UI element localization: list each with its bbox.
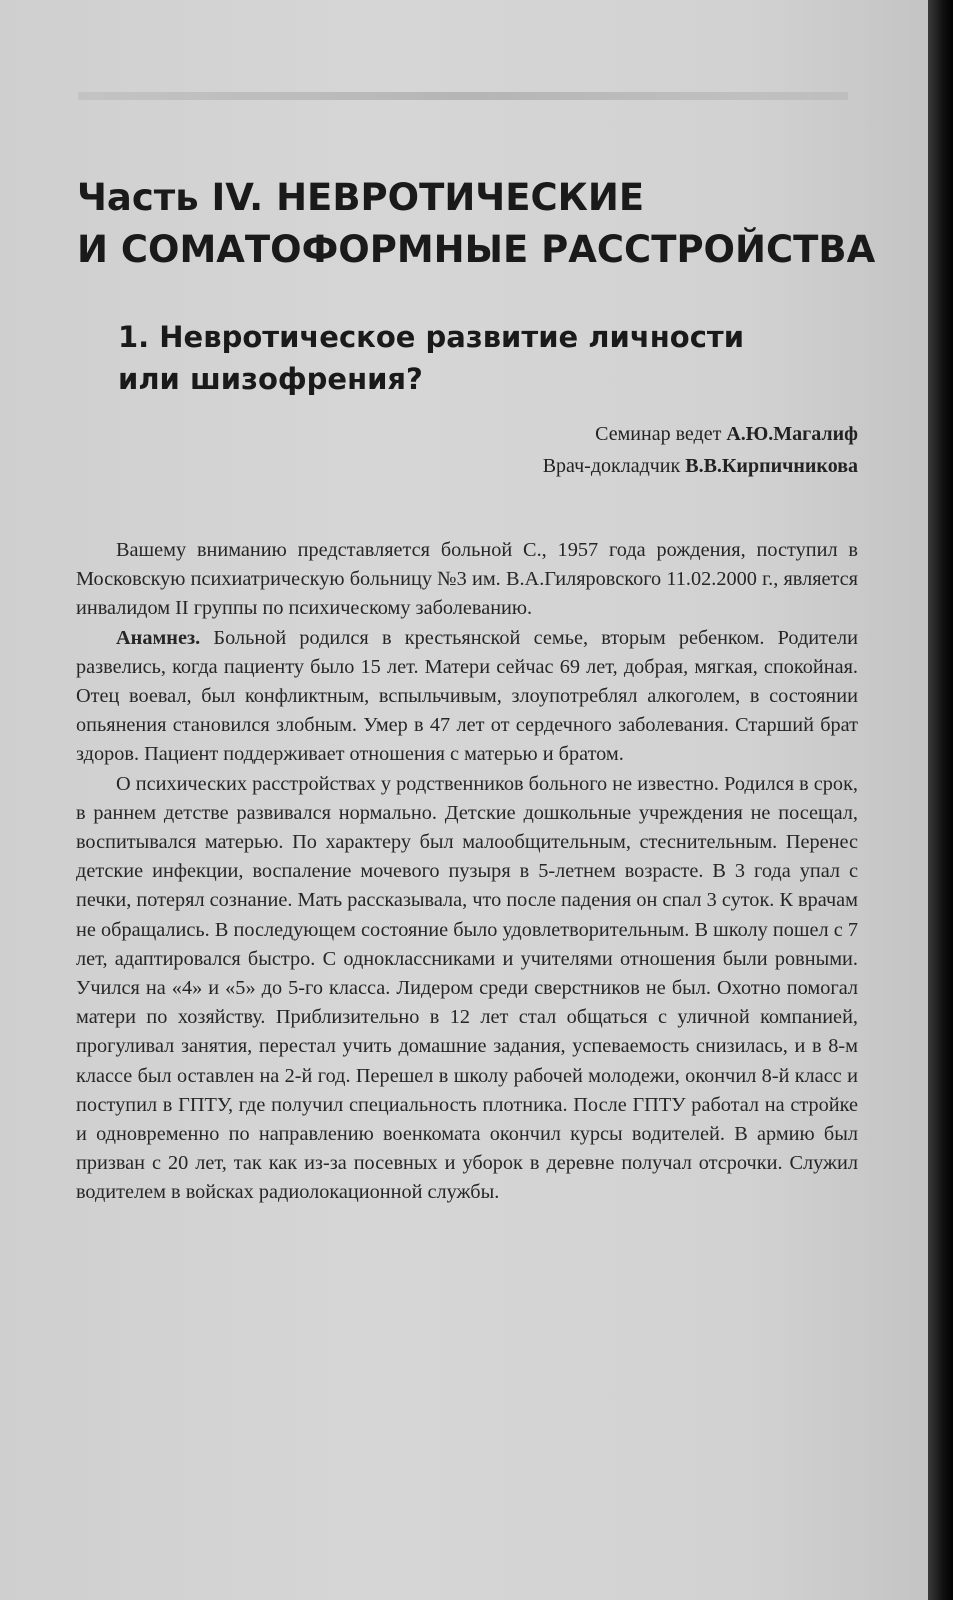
seminar-leader-line	[258, 418, 858, 450]
speaker-label: Врач-докладчик	[542, 455, 686, 477]
seminar-leader-label: Семинар ведет	[595, 423, 727, 445]
anamnesis-text: Больной родился в крестьянской семье, вторым ребенком. Родители развелись, когда пациенту было 15 лет. Матери сейчас 69 лет, добрая, мягкая, спокойная. Отец воевал, был конфликтным, вспыльчивым, злоупотреблял алкоголем, в состоянии опьянения становился злобным. Умер в 47 лет от сердечного заболевания. Старший брат здоров. Пациент поддерживает отношения с матерью и братом.	[76, 626, 858, 766]
running-header-rule	[78, 92, 848, 100]
paragraph-history: О психических расстройствах у родственников больного не известно. Родился в срок, в раннем детстве развивался нормально. Детские дошкольные учреждения не посещал, воспитывался матерью. По характеру был малообщительным, стеснительным. Перенес детские инфекции, воспаление мочевого пузыря в 5-летнем возрасте. В 3 года упал с печки, потерял сознание. Мать рассказывала, что после падения он спал 3 суток. К врачам не обращались. В последующем состояние было удовлетворительным. В школу пошел с 7 лет, адаптировался быстро. С одноклассниками и учителями отношения были ровными. Учился на «4» и «5» до 5-го класса. Лидером среди сверстников не был. Охотно помогал матери по хозяйству. Приблизительно в 12 лет стал общаться с уличной компанией, прогуливал занятия, перестал учить домашние задания, успеваемость снизилась, и в 8-м классе был оставлен на 2-й год. Перешел в школу рабочей молодежи, окончил 8-й класс и поступил в ГПТУ, где получил специальность плотника. После ГПТУ работал на стройке и одновременно по направлению военкомата окончил курсы водителей. В армию был призван с 20 лет, так как из-за посевных и уборок в деревне получал отсрочки. Служил водителем в войсках радиолокационной службы.	[76, 772, 858, 1204]
body-text	[76, 536, 858, 1208]
section-title	[118, 316, 858, 400]
part-title-line-1: Часть IV. НЕВРОТИЧЕСКИЕ	[77, 176, 645, 219]
paragraph-intro: Вашему вниманию представляется больной С., 1957 года рождения, поступил в Московскую психиатрическую больницу №3 им. В.А.Гиляровского 11.02.2000 г., является инвалидом II группы по психическому заболеванию.	[76, 539, 858, 620]
section-title-line-1: 1. Невротическое развитие личности	[118, 320, 745, 354]
speaker-line	[258, 450, 858, 482]
anamnesis-label: Анамнез.	[116, 626, 201, 649]
speaker-name: В.В.Кирпичникова	[685, 455, 858, 477]
seminar-credits	[258, 418, 858, 482]
book-spine-shadow	[928, 0, 953, 1600]
section-title-line-2: или шизофрения?	[118, 362, 423, 396]
part-title-line-2: И СОМАТОФОРМНЫЕ РАССТРОЙСТВА	[77, 228, 876, 271]
seminar-leader-name: А.Ю.Магалиф	[726, 423, 858, 445]
part-title	[77, 172, 877, 276]
paragraph-anamnesis	[76, 624, 858, 770]
